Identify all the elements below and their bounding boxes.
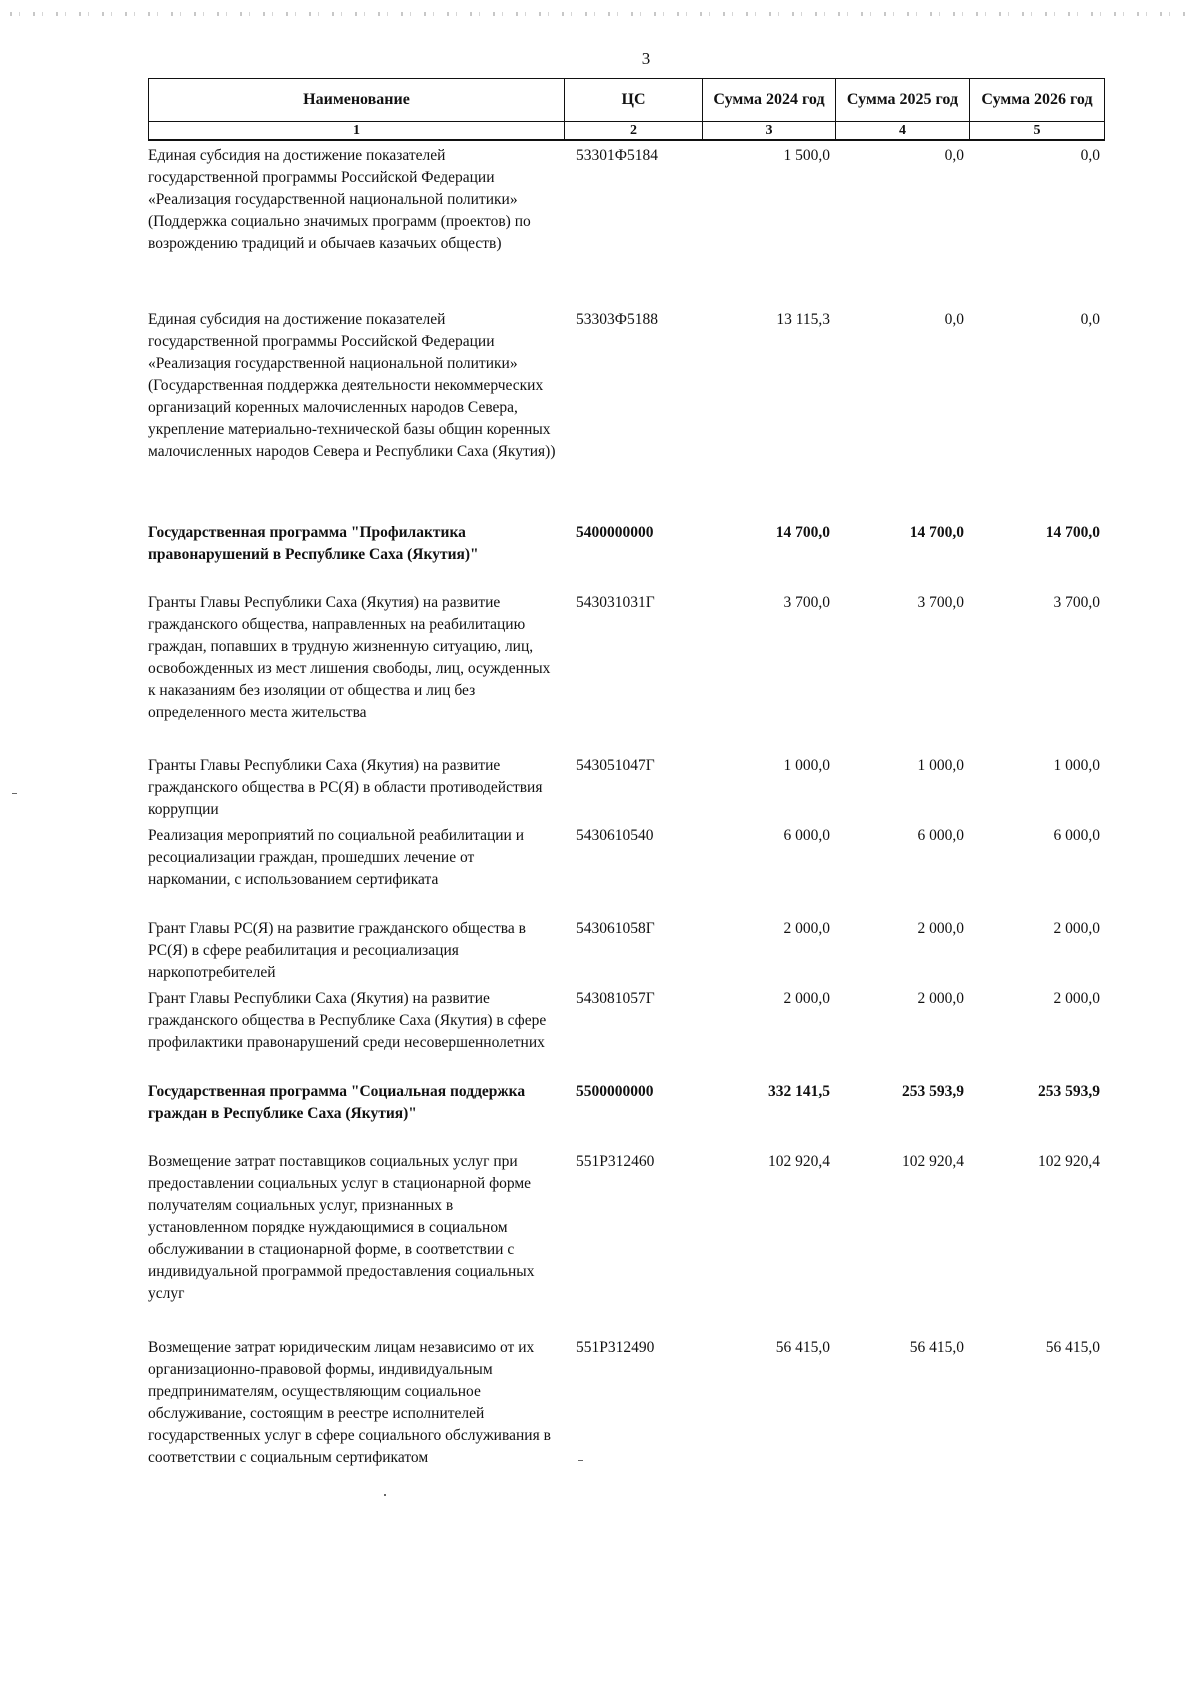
- table-row: [148, 145, 1103, 309]
- header-code: ЦС: [565, 79, 703, 121]
- row-sum-2026: 0,0: [1080, 311, 1100, 328]
- row-code: 551Р312490: [576, 1339, 655, 1356]
- table-row: [148, 825, 1103, 918]
- row-code: 543081057Г: [576, 990, 655, 1007]
- header-row: [149, 79, 1104, 122]
- row-sum-2025: 0,0: [944, 147, 964, 164]
- header-sum-2024: Сумма 2024 год: [703, 79, 836, 121]
- row-code: 53303Ф5188: [576, 311, 658, 328]
- row-sum-2026: 102 920,4: [1038, 1153, 1100, 1170]
- row-sum-2024: 14 700,0: [775, 524, 830, 541]
- column-number: 3: [703, 122, 836, 139]
- scan-speck: [578, 1460, 583, 1461]
- row-sum-2024: 1 000,0: [783, 757, 830, 774]
- table-row: [148, 1081, 1103, 1151]
- row-code: 5500000000: [576, 1083, 654, 1100]
- row-name: Государственная программа "Профилактика правонарушений в Республике Саха (Якутия)": [148, 524, 479, 563]
- table-row: [148, 522, 1103, 592]
- row-name: Гранты Главы Республики Саха (Якутия) на развитие гражданского общества, направленных на реабилитацию граждан, попавших в трудную жизненную ситуацию, лиц, освобожденных из мест лишения свободы, лиц, осужденных к наказаниям без изоляции от общества и лиц без определенного места жительства: [148, 594, 551, 721]
- row-sum-2025: 14 700,0: [909, 524, 964, 541]
- row-name: Единая субсидия на достижение показателей государственной программы Российской Федерации «Реализация государственной национальной политики» (Поддержка социально значимых программ (проектов) по возрождению традиций и обычаев казачьих обществ): [148, 147, 531, 252]
- scan-noise: [10, 12, 1190, 16]
- row-sum-2024: 1 500,0: [783, 147, 830, 164]
- row-sum-2026: 1 000,0: [1053, 757, 1100, 774]
- column-number: 1: [149, 122, 565, 139]
- header-sum-2026: Сумма 2026 год: [981, 91, 1093, 108]
- row-sum-2025: 253 593,9: [902, 1083, 964, 1100]
- table-body: [148, 145, 1103, 1507]
- row-sum-2025: 1 000,0: [917, 757, 964, 774]
- column-number: 4: [836, 122, 970, 139]
- column-number: 5: [1033, 122, 1041, 138]
- row-code: 5430610540: [576, 827, 654, 844]
- table-row: [148, 1337, 1103, 1507]
- table-row: [148, 309, 1103, 522]
- row-sum-2025: 6 000,0: [917, 827, 964, 844]
- row-name: Возмещение затрат поставщиков социальных услуг при предоставлении социальных услуг в стационарной форме получателям социальных услуг, признанных в установленном порядке нуждающимися в социальном обслуживании в стационарной форме, в соответствии с индивидуальной программой предоставления социальных услуг: [148, 1153, 535, 1302]
- row-sum-2026: 14 700,0: [1045, 524, 1100, 541]
- row-sum-2024: 3 700,0: [783, 594, 830, 611]
- row-code: 5400000000: [576, 524, 654, 541]
- row-code: 543061058Г: [576, 920, 655, 937]
- table-row: [148, 1151, 1103, 1337]
- row-sum-2025: 56 415,0: [909, 1339, 964, 1356]
- row-code: 543031031Г: [576, 594, 655, 611]
- row-sum-2025: 0,0: [944, 311, 964, 328]
- row-code: 551Р312460: [576, 1153, 655, 1170]
- row-name: Государственная программа "Социальная поддержка граждан в Республике Саха (Якутия)": [148, 1083, 526, 1122]
- row-name: Грант Главы Республики Саха (Якутия) на развитие гражданского общества в Республике Саха (Якутия) в сфере профилактики правонарушений среди несовершеннолетних: [148, 990, 547, 1051]
- row-code: 53301Ф5184: [576, 147, 658, 164]
- page-number: 3: [641, 49, 651, 68]
- row-sum-2026: 6 000,0: [1053, 827, 1100, 844]
- row-name: Гранты Главы Республики Саха (Якутия) на развитие гражданского общества в РС(Я) в области противодействия коррупции: [148, 757, 543, 818]
- row-sum-2025: 102 920,4: [902, 1153, 964, 1170]
- row-sum-2026: 3 700,0: [1053, 594, 1100, 611]
- table-row: [148, 918, 1103, 988]
- scan-speck: [384, 1494, 386, 1496]
- scan-speck: [12, 793, 17, 794]
- row-sum-2024: 6 000,0: [783, 827, 830, 844]
- row-sum-2026: 2 000,0: [1053, 990, 1100, 1007]
- column-number-row: [149, 122, 1104, 140]
- table-row: [148, 592, 1103, 755]
- row-sum-2024: 56 415,0: [775, 1339, 830, 1356]
- row-name: Грант Главы РС(Я) на развитие гражданского общества в РС(Я) в сфере реабилитация и ресоциализация наркопотребителей: [148, 920, 526, 981]
- row-sum-2024: 332 141,5: [768, 1083, 830, 1100]
- row-name: Возмещение затрат юридическим лицам независимо от их организационно-правовой формы, индивидуальным предпринимателям, осуществляющим социальное обслуживание, состоящим в реестре исполнителей государственных услуг в сфере социального обслуживания в соответствии с социальным сертификатом: [148, 1339, 551, 1466]
- table-row: [148, 988, 1103, 1081]
- row-sum-2026: 253 593,9: [1038, 1083, 1100, 1100]
- column-number: 2: [565, 122, 703, 139]
- row-sum-2024: 2 000,0: [783, 990, 830, 1007]
- row-name: Единая субсидия на достижение показателей государственной программы Российской Федерации «Реализация государственной национальной политики» (Государственная поддержка деятельности некоммерческих организаций коренных малочисленных народов Севера, укрепление материально-технической базы общин коренных малочисленных народов Севера и Республики Саха (Якутия)): [148, 311, 556, 460]
- row-sum-2024: 2 000,0: [783, 920, 830, 937]
- table-header: [148, 78, 1105, 141]
- row-sum-2025: 3 700,0: [917, 594, 964, 611]
- row-sum-2026: 2 000,0: [1053, 920, 1100, 937]
- row-sum-2026: 0,0: [1080, 147, 1100, 164]
- row-name: Реализация мероприятий по социальной реабилитации и ресоциализации граждан, прошедших лечение от наркомании, с использованием сертификата: [148, 827, 525, 888]
- header-sum-2025: Сумма 2025 год: [836, 79, 970, 121]
- row-sum-2025: 2 000,0: [917, 990, 964, 1007]
- row-sum-2026: 56 415,0: [1045, 1339, 1100, 1356]
- row-sum-2024: 13 115,3: [776, 311, 830, 328]
- row-sum-2024: 102 920,4: [768, 1153, 830, 1170]
- header-name: Наименование: [149, 79, 565, 121]
- row-code: 543051047Г: [576, 757, 655, 774]
- table-row: [148, 755, 1103, 825]
- row-sum-2025: 2 000,0: [917, 920, 964, 937]
